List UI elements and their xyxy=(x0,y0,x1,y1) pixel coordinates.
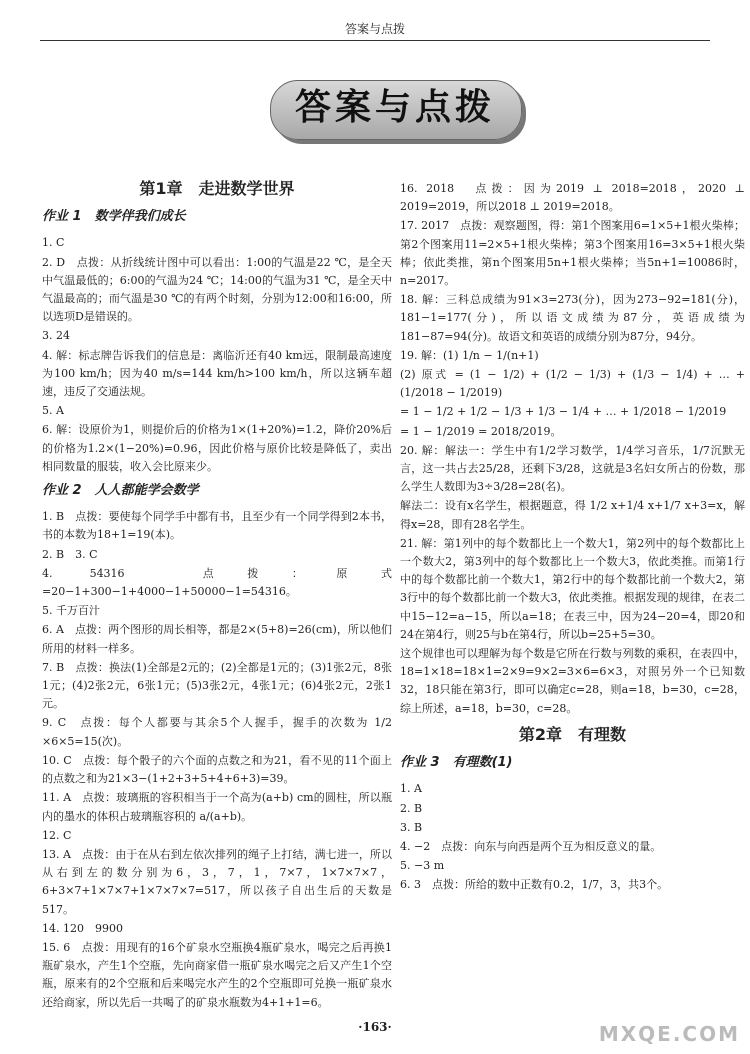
watermark: MXQE.COM xyxy=(598,1022,740,1046)
answer-entry: 6. A 点拨：两个图形的周长相等，都是2×(5+8)=26(cm)，所以他们所用的材料一样多。 xyxy=(42,623,392,655)
homework-2-heading: 作业 2 人人都能学会数学 xyxy=(42,483,199,499)
answer-entry: 解法二：设有x名学生，根据题意，得 1/2 x+1/4 x+1/7 x+3=x，解得x=28，即有28名学生。 xyxy=(400,499,745,531)
answer-entry: 3. B xyxy=(400,820,423,834)
answer-entry: 14. 120 9900 xyxy=(42,921,123,935)
chapter-1-heading: 第1章 走进数学世界 xyxy=(139,179,295,198)
answer-entry: 9. C 点拨：每个人都要与其余5个人握手，握手的次数为 1/2 ×6×5=15(次)。 xyxy=(42,716,392,748)
homework-3-answers xyxy=(400,780,745,894)
left-column xyxy=(42,180,392,1012)
page-number: ·163· xyxy=(358,1020,392,1034)
answer-entry: 5. 千万百汁 xyxy=(42,604,100,618)
answer-entry: 7. B 点拨：换法(1)全部是2元的；(2)全都是1元的；(3)1张2元，8张1元；(4)2张2元，6张1元；(5)3张2元，4张1元；(6)4张2元，2张1元。 xyxy=(42,660,392,711)
answer-entry: 18. 解：三科总成绩为91×3=273(分)，因为273−92=181(分)，181−1=177(分)，所以语文成绩为87分，英语成绩为181−87=94(分)。故语文和英语的成绩分别为87分，94分。 xyxy=(400,293,745,343)
answer-entry: 17. 2017 点拨：观察题图，得：第1个图案用6=1×5+1根火柴棒；第2个图案用11=2×5+1根火柴棒；第3个图案用16=3×5+1根火柴棒；依此类推，第n个图案用5n+1根火柴棒；当5n+1=10086时，n=2017。 xyxy=(400,219,745,288)
answer-entry: (2) 原式 = (1 − 1/2) + (1/2 − 1/3) + (1/3 − 1/4) + … + (1/2018 − 1/2019) xyxy=(400,368,745,400)
answer-entry: 2. D 点拨：从折线统计图中可以看出：1:00的气温是22 ℃，是全天中气温最低的；6:00的气温为24 ℃；14:00的气温为31 ℃，是全天中气温最高的；而气温是30 ℃的有两个时刻，分别为12:00和16:00，所以选项D是错误的。 xyxy=(42,255,392,324)
answer-entry: 2. B xyxy=(400,801,423,815)
answer-entry: 3. 24 xyxy=(42,329,70,343)
answer-entry: 4. 54316 点拨：原式=20−1+300−1+4000−1+50000−1=54316。 xyxy=(42,566,392,599)
answer-entry: 5. −3 m xyxy=(400,859,445,873)
answer-entry: 20. 解：解法一：学生中有1/2学习数学，1/4学习音乐，1/7沉默无言，这一共占去25/28，还剩下3/28，这就是3名妇女所占的份数，那么学生人数即为3÷3/28=28(名)。 xyxy=(400,443,745,494)
answer-entry: 10. C 点拨：每个骰子的六个面的点数之和为21，看不见的11个面上的点数之和为21×3−(1+2+3+5+4+6+3)=39。 xyxy=(42,753,392,786)
answer-entry: 1. B 点拨：要使每个同学手中都有书，且至少有一个同学得到2本书，书的本数为18+1=19(本)。 xyxy=(42,510,392,542)
answer-entry: 16. 2018 点拨：因为2019 ⊥ 2018=2018，2020 ⊥ 2019=2019，所以2018 ⊥ 2019=2018。 xyxy=(400,182,745,214)
continued-answers xyxy=(400,180,745,718)
answer-entry: 1. A xyxy=(400,782,422,796)
answer-entry: 1. C xyxy=(42,236,65,250)
answer-entry: 11. A 点拨：玻璃瓶的容积相当于一个高为(a+b) cm的圆柱，所以瓶内的墨水的体积占玻璃瓶容积的 a/(a+b)。 xyxy=(42,791,392,823)
homework-2-answers xyxy=(42,508,392,1011)
answer-entry: = 1 − 1/2 + 1/2 − 1/3 + 1/3 − 1/4 + … + 1/2018 − 1/2019 xyxy=(400,405,727,419)
answer-entry: 13. A 点拨：由于在从右到左依次排列的绳子上打结，满七进一，所以从右到左的数分别为6，3，7，1，7×7，1×7×7×7，6+3×7+1×7×7+1×7×7×7=517，所以孩子自出生后的天数是517。 xyxy=(42,847,392,916)
homework-1-answers xyxy=(42,234,392,476)
chapter-2-heading: 第2章 有理数 xyxy=(518,724,627,744)
header-rule xyxy=(40,40,710,41)
answer-entry: 2. B 3. C xyxy=(42,547,98,561)
banner-title: 答案与点拨 xyxy=(294,87,495,128)
answer-entry: 4. 解：标志牌告诉我们的信息是：离临沂还有40 km远，限制最高速度为100 km/h；因为40 m/s=144 km/h>100 km/h，所以这辆车超速，违反了交通法规。 xyxy=(42,348,392,399)
answer-entry: 12. C xyxy=(42,828,72,842)
homework-1-heading: 作业 1 数学伴我们成长 xyxy=(42,209,186,225)
running-head: 答案与点拨 xyxy=(344,22,405,36)
answer-entry: 这个规律也可以理解为每个数是它所在行数与列数的乘积，在表四中，18=1×18=18×1=2×9=9×2=3×6=6×3，对照另外一个已知数32，18只能在第3行，即可以确定c=28，则a=18，b=30，c=28，综上所述，a=18，b=30，c=28。 xyxy=(400,647,745,715)
right-column xyxy=(400,180,745,895)
answer-entry: 6. 3 点拨：所给的数中正数有0.2，1/7，3，共3个。 xyxy=(400,878,669,892)
answer-entry: 19. 解：(1) 1/n − 1/(n+1) xyxy=(400,348,539,362)
answer-entry: 4. −2 点拨：向东与向西是两个互为相反意义的量。 xyxy=(400,839,662,853)
answer-entry: 15. 6 点拨：用现有的16个矿泉水空瓶换4瓶矿泉水，喝完之后再换1瓶矿泉水，产生1个空瓶，先向商家借一瓶矿泉水喝完之后又产生1个空瓶，原来有的2个空瓶和后来喝完水产生的2个空瓶即可兑换一瓶矿泉水还给商家，所以先后一共喝了的矿泉水瓶数为4+1+1=6。 xyxy=(42,940,392,1009)
answer-entry: = 1 − 1/2019 = 2018/2019。 xyxy=(400,424,562,438)
answer-entry: 6. 解：设原价为1，则提价后的价格为1×(1+20%)=1.2，降价20%后的价格为1.2×(1−20%)=0.96，因此价格与原价比较是降低了，卖出相同数量的服装，收入会比原来少。 xyxy=(42,423,392,473)
answer-entry: 5. A xyxy=(42,404,64,418)
homework-3-heading: 作业 3 有理数(1) xyxy=(400,755,513,771)
answer-entry: 21. 解：第1列中的每个数都比上一个数大1，第2列中的每个数都比上一个数大2，第3列中的每个数都比上一个数大3，依此类推。而第1行中的每个数都比前一个数大1，第2行中的每个数都比前一个数大2，第3行中的每个数都比前一个数大3，依此类推。根据发现的规律，在表二中15−12=a−15，所以a=18；在表三中，因为24−20=4，即20和24在第4行，则25与b在第4行，所以b=25+5=30。 xyxy=(400,536,745,641)
